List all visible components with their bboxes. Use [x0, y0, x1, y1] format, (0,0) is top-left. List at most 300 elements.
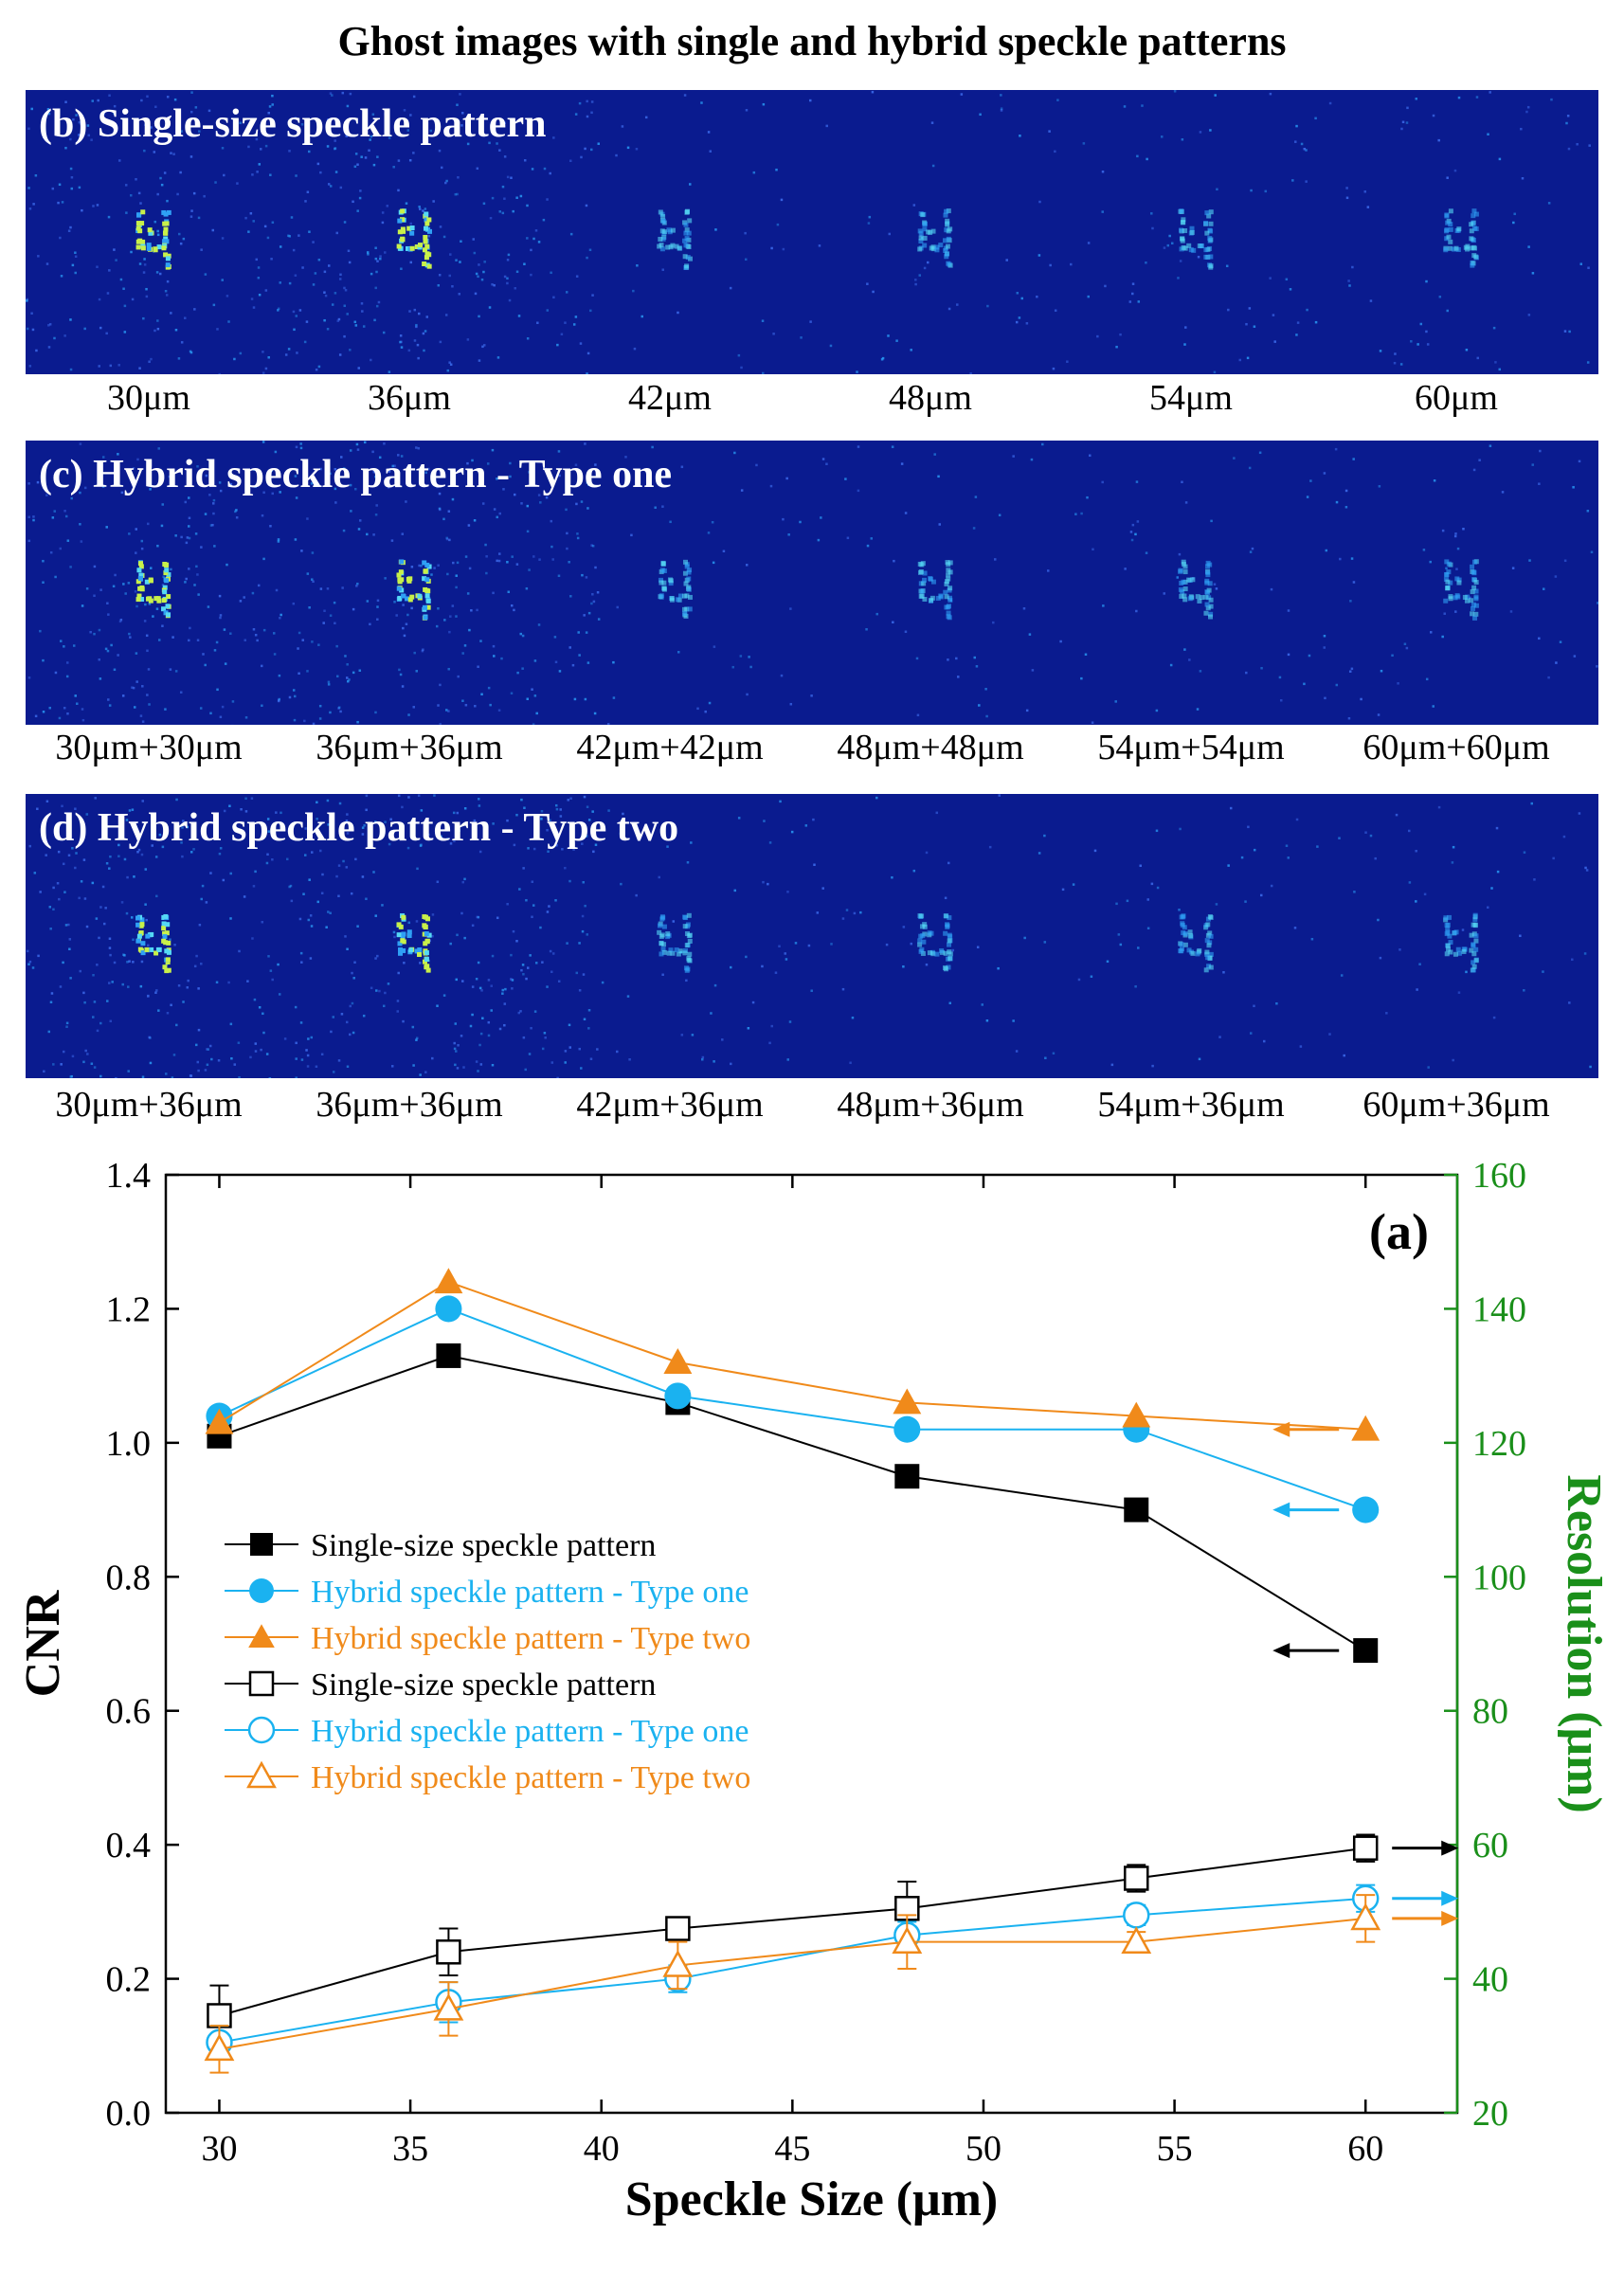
- speckle-dot: [448, 275, 451, 278]
- speckle-dot: [205, 513, 208, 515]
- speckle-dot: [497, 356, 500, 359]
- speckle-dot: [564, 867, 567, 870]
- data-point: [893, 1416, 920, 1443]
- speckle-dot: [321, 874, 324, 876]
- speckle-dot: [220, 716, 223, 719]
- speckle-dot: [409, 159, 412, 162]
- speckle-dot: [120, 619, 123, 622]
- speckle-dot: [428, 235, 431, 238]
- speckle-dot: [62, 201, 64, 204]
- speckle-dot: [81, 209, 83, 212]
- speckle-dot: [551, 1061, 554, 1064]
- speckle-dot: [32, 203, 35, 206]
- speckle-dot: [1200, 670, 1202, 673]
- speckle-dot: [39, 630, 42, 633]
- speckle-dot: [1269, 277, 1272, 279]
- speckle-dot: [295, 174, 298, 177]
- speckle-dot: [1400, 128, 1403, 131]
- ghost-pixel: [677, 245, 682, 250]
- ghost-pixel: [167, 968, 171, 973]
- speckle-dot: [334, 147, 337, 150]
- speckle-dot: [1275, 1002, 1278, 1005]
- speckle-dot: [586, 100, 588, 103]
- speckle-dot: [1290, 288, 1292, 291]
- speckle-dot: [226, 295, 229, 297]
- speckle-dot: [1380, 670, 1383, 673]
- speckle-dot: [1131, 539, 1134, 542]
- speckle-dot: [762, 881, 765, 884]
- ghost-image-letter: [1443, 913, 1479, 973]
- speckle-dot: [157, 1009, 160, 1012]
- speckle-dot: [513, 609, 515, 612]
- speckle-dot: [415, 446, 418, 449]
- speckle-dot: [374, 957, 377, 960]
- speckle-dot: [124, 305, 127, 308]
- speckle-dot: [128, 582, 131, 585]
- speckle-dot: [1394, 352, 1397, 355]
- speckle-dot: [1542, 970, 1544, 973]
- ghost-pixel: [1446, 569, 1451, 574]
- speckle-dot: [374, 914, 377, 917]
- speckle-dot: [446, 538, 449, 541]
- speckle-dot: [1038, 852, 1041, 855]
- speckle-dot: [914, 283, 917, 286]
- speckle-dot: [267, 356, 270, 359]
- speckle-dot: [1385, 1012, 1388, 1015]
- ghost-pixel: [1181, 930, 1185, 935]
- speckle-dot: [1364, 831, 1367, 834]
- speckle-dot: [279, 617, 281, 620]
- speckle-dot: [146, 96, 149, 98]
- speckle-dot: [527, 531, 530, 533]
- speckle-dot: [547, 910, 550, 913]
- speckle-dot: [460, 1035, 463, 1037]
- speckle-dot: [270, 969, 273, 972]
- ghost-pixel: [1474, 580, 1479, 585]
- speckle-dot: [238, 950, 241, 953]
- speckle-dot: [82, 719, 85, 722]
- speckle-dot: [1324, 635, 1326, 638]
- speckle-dot: [327, 587, 330, 590]
- speckle-dot: [325, 926, 328, 928]
- speckle-dot: [264, 225, 267, 228]
- speckle-dot: [322, 622, 325, 624]
- speckle-dot: [550, 971, 553, 974]
- speckle-dot: [1280, 699, 1283, 702]
- speckle-dot: [1316, 845, 1319, 848]
- ghost-pixel: [931, 229, 936, 234]
- x-tick-label: 45: [774, 2129, 811, 2169]
- speckle-dot: [1353, 581, 1356, 584]
- speckle-dot: [129, 636, 132, 639]
- speckle-dot: [308, 878, 311, 881]
- speckle-dot: [825, 462, 828, 465]
- speckle-dot: [113, 248, 116, 251]
- size-label: 54μm: [1149, 378, 1233, 418]
- ghost-pixel: [426, 968, 431, 973]
- speckle-dot: [156, 545, 159, 548]
- speckle-dot: [477, 276, 479, 279]
- speckle-dot: [1214, 583, 1217, 586]
- legend-marker: [249, 1718, 274, 1742]
- speckle-dot: [769, 841, 772, 844]
- speckle-dot: [180, 243, 183, 244]
- ghost-pixel: [400, 237, 405, 242]
- speckle-dot: [952, 949, 955, 952]
- speckle-dot: [202, 885, 205, 888]
- speckle-dot: [333, 1016, 335, 1018]
- ghost-pixel: [1443, 599, 1448, 604]
- speckle-dot: [267, 237, 270, 240]
- speckle-dot: [1565, 122, 1568, 125]
- speckle-dot: [402, 685, 405, 688]
- speckle-dot: [738, 354, 741, 357]
- speckle-dot: [544, 168, 547, 171]
- speckle-dot: [319, 717, 322, 720]
- speckle-dot: [255, 1050, 258, 1053]
- speckle-dot: [1531, 463, 1534, 466]
- speckle-dot: [1489, 91, 1491, 94]
- speckle-dot: [376, 305, 379, 308]
- ghost-pixel: [1197, 599, 1201, 604]
- speckle-dot: [449, 615, 452, 618]
- speckle-dot: [406, 614, 409, 617]
- speckle-dot: [1129, 300, 1132, 303]
- ghost-pixel: [945, 252, 949, 257]
- speckle-dot: [61, 275, 63, 278]
- speckle-dot: [48, 1031, 51, 1034]
- speckle-dot: [808, 945, 811, 947]
- speckle-dot: [1249, 467, 1252, 470]
- speckle-dot: [532, 555, 535, 558]
- speckle-dot: [422, 648, 424, 651]
- speckle-dot: [791, 831, 794, 834]
- speckle-dot: [115, 259, 117, 261]
- speckle-dot: [296, 351, 298, 354]
- speckle-dot: [295, 1006, 298, 1009]
- speckle-dot: [107, 650, 110, 653]
- speckle-dot: [73, 644, 76, 647]
- speckle-dot: [204, 664, 207, 667]
- speckle-dot: [1038, 201, 1041, 204]
- speckle-dot: [817, 911, 820, 914]
- speckle-dot: [1579, 812, 1581, 815]
- speckle-dot: [1078, 979, 1081, 982]
- ghost-pixel: [1453, 246, 1458, 251]
- speckle-dot: [125, 211, 128, 214]
- speckle-dot: [1029, 633, 1032, 636]
- speckle-dot: [366, 533, 369, 536]
- ghost-pixel: [661, 219, 666, 224]
- speckle-dot: [344, 655, 347, 658]
- speckle-dot: [344, 935, 347, 938]
- speckle-dot: [975, 496, 978, 498]
- speckle-dot: [709, 702, 712, 705]
- speckle-dot: [373, 319, 376, 322]
- speckle-dot: [302, 892, 305, 895]
- ghost-pixel: [685, 236, 690, 241]
- speckle-dot: [52, 188, 55, 190]
- speckle-dot: [52, 1063, 55, 1066]
- speckle-dot: [552, 136, 555, 139]
- speckle-dot: [1532, 272, 1535, 275]
- speckle-dot: [783, 248, 785, 251]
- speckle-dot: [677, 312, 679, 315]
- speckle-dot: [238, 1076, 241, 1078]
- speckle-dot: [501, 989, 504, 992]
- ghost-pixel: [424, 211, 428, 216]
- speckle-dot: [480, 1033, 483, 1036]
- speckle-dot: [532, 880, 534, 883]
- speckle-dot: [321, 892, 324, 895]
- speckle-dot: [213, 545, 216, 548]
- speckle-dot: [478, 798, 480, 801]
- speckle-dot: [188, 525, 190, 528]
- speckle-dot: [408, 350, 411, 352]
- size-label: 30μm+36μm: [55, 1085, 243, 1125]
- speckle-dot: [550, 272, 552, 275]
- ghost-pixel: [688, 606, 693, 611]
- speckle-dot: [661, 974, 664, 977]
- speckle-dot: [455, 193, 458, 196]
- speckle-dot: [1199, 1058, 1201, 1061]
- speckle-dot: [189, 537, 191, 540]
- ghost-pixel: [1182, 245, 1186, 250]
- ghost-pixel: [1181, 217, 1185, 222]
- speckle-dot: [432, 200, 435, 203]
- speckle-dot: [280, 614, 282, 617]
- speckle-dot: [130, 251, 133, 254]
- ghost-pixel: [919, 949, 924, 954]
- speckle-dot: [203, 195, 206, 198]
- speckle-dot: [198, 1029, 201, 1032]
- speckle-dot: [365, 898, 368, 901]
- speckle-dot: [406, 622, 408, 625]
- ghost-pixel: [662, 587, 667, 592]
- speckle-dot: [448, 361, 451, 364]
- speckle-dot: [307, 1065, 310, 1068]
- speckle-dot: [1135, 610, 1138, 613]
- speckle-dot: [1533, 878, 1536, 881]
- speckle-dot: [55, 672, 58, 675]
- speckle-dot: [28, 676, 31, 679]
- speckle-dot: [576, 532, 579, 535]
- speckle-dot: [1587, 361, 1590, 364]
- speckle-dot: [142, 317, 145, 320]
- speckle-dot: [156, 319, 159, 322]
- speckle-dot: [1591, 550, 1594, 553]
- ghost-pixel: [1180, 942, 1184, 946]
- speckle-dot: [207, 1064, 209, 1067]
- speckle-dot: [587, 352, 590, 355]
- speckle-dot: [110, 365, 113, 368]
- speckle-dot: [978, 704, 981, 707]
- speckle-dot: [1185, 501, 1188, 504]
- speckle-dot: [510, 978, 513, 981]
- speckle-dot: [530, 1027, 532, 1030]
- speckle-dot: [871, 537, 874, 540]
- speckle-dot: [1141, 104, 1144, 107]
- speckle-dot: [81, 604, 84, 607]
- speckle-dot: [752, 1001, 755, 1004]
- ghost-pixel: [398, 951, 403, 956]
- ghost-pixel: [167, 210, 171, 215]
- speckle-dot: [1016, 1050, 1019, 1053]
- speckle-dot: [558, 981, 561, 983]
- speckle-dot: [48, 346, 51, 349]
- speckle-dot: [785, 478, 788, 480]
- speckle-dot: [957, 676, 960, 678]
- speckle-dot: [42, 659, 45, 662]
- speckle-dot: [53, 337, 56, 340]
- speckle-dot: [488, 1035, 491, 1037]
- speckle-dot: [312, 241, 315, 243]
- speckle-dot: [114, 574, 117, 577]
- ghost-pixel: [140, 941, 145, 946]
- speckle-dot: [342, 860, 345, 863]
- speckle-dot: [575, 113, 578, 116]
- speckle-dot: [140, 985, 143, 988]
- speckle-dot: [1062, 889, 1065, 892]
- speckle-dot: [635, 894, 638, 897]
- speckle-dot: [335, 171, 338, 173]
- speckle-dot: [1324, 472, 1326, 475]
- speckle-dot: [341, 1013, 344, 1016]
- speckle-dot: [143, 150, 146, 153]
- speckle-dot: [222, 706, 225, 709]
- speckle-dot: [477, 1070, 479, 1072]
- speckle-dot: [68, 229, 71, 232]
- speckle-dot: [1074, 513, 1077, 515]
- speckle-dot: [298, 673, 300, 676]
- speckle-dot: [176, 193, 179, 196]
- ghost-pixel: [1473, 947, 1478, 952]
- speckle-dot: [504, 988, 507, 991]
- speckle-dot: [29, 845, 31, 848]
- speckle-dot: [74, 251, 77, 254]
- speckle-dot: [588, 1009, 591, 1012]
- speckle-dot: [206, 901, 208, 904]
- speckle-dot: [789, 1020, 792, 1023]
- speckle-dot: [556, 344, 559, 347]
- speckle-dot: [519, 633, 522, 636]
- speckle-dot: [91, 1063, 94, 1066]
- speckle-dot: [297, 647, 299, 650]
- speckle-dot: [577, 631, 580, 634]
- speckle-dot: [452, 604, 455, 607]
- speckle-dot: [681, 1034, 684, 1036]
- speckle-dot: [122, 953, 125, 956]
- speckle-dot: [746, 694, 749, 696]
- ghost-pixel: [947, 938, 952, 943]
- speckle-dot: [370, 359, 372, 362]
- speckle-dot: [1136, 155, 1139, 158]
- speckle-dot: [768, 1042, 771, 1045]
- speckle-dot: [407, 713, 410, 716]
- ghost-pixel: [675, 947, 679, 952]
- speckle-dot: [74, 272, 77, 275]
- speckle-dot: [588, 612, 591, 615]
- speckle-dot: [1031, 459, 1034, 461]
- speckle-dot: [327, 800, 330, 802]
- speckle-dot: [141, 548, 144, 550]
- speckle-dot: [1200, 131, 1202, 134]
- speckle-dot: [507, 176, 510, 179]
- speckle-dot: [661, 268, 664, 271]
- speckle-dot: [307, 190, 310, 193]
- speckle-dot: [1580, 262, 1583, 265]
- speckle-dot: [681, 466, 684, 469]
- speckle-dot: [498, 552, 501, 555]
- speckle-dot: [627, 147, 630, 150]
- speckle-dot: [170, 152, 172, 154]
- speckle-dot: [165, 290, 168, 293]
- speckle-dot: [348, 250, 351, 253]
- speckle-dot: [1493, 327, 1496, 330]
- x-tick-label: 60: [1347, 2129, 1384, 2169]
- speckle-dot: [175, 1024, 178, 1027]
- speckle-dot: [400, 674, 403, 676]
- speckle-dot: [763, 820, 766, 822]
- speckle-dot: [887, 334, 890, 337]
- speckle-dot: [933, 453, 936, 456]
- speckle-dot: [74, 694, 77, 697]
- legend-marker: [250, 1672, 273, 1695]
- speckle-dot: [404, 635, 406, 638]
- speckle-dot: [1502, 491, 1505, 494]
- speckle-dot: [569, 1046, 572, 1049]
- speckle-dot: [469, 568, 472, 570]
- speckle-dot: [522, 964, 525, 966]
- speckle-dot: [295, 274, 298, 277]
- speckle-dot: [449, 253, 452, 256]
- speckle-dot: [1512, 222, 1515, 225]
- speckle-dot: [89, 631, 92, 634]
- speckle-dot: [534, 659, 537, 662]
- speckle-dot: [587, 661, 590, 664]
- ghost-pixel: [1204, 950, 1209, 955]
- speckle-dot: [579, 102, 582, 105]
- speckle-dot: [269, 525, 272, 528]
- speckle-dot: [417, 344, 420, 347]
- speckle-dot: [311, 851, 314, 854]
- speckle-dot: [460, 241, 462, 243]
- speckle-dot: [1085, 654, 1088, 657]
- speckle-dot: [52, 909, 55, 911]
- speckle-dot: [1306, 309, 1308, 312]
- speckle-dot: [1345, 490, 1348, 493]
- speckle-dot: [1309, 479, 1312, 482]
- speckle-dot: [1170, 664, 1173, 667]
- ghost-pixel: [1453, 952, 1458, 957]
- speckle-dot: [1596, 665, 1598, 668]
- speckle-dot: [1432, 705, 1435, 708]
- y2-tick-label: 140: [1472, 1289, 1526, 1330]
- speckle-dot: [411, 566, 414, 568]
- ghost-pixel: [1183, 569, 1188, 574]
- speckle-dot: [461, 652, 464, 655]
- speckle-dot: [273, 632, 276, 635]
- speckle-dot: [591, 100, 594, 103]
- speckle-dot: [190, 351, 193, 354]
- speckle-dot: [27, 128, 30, 131]
- speckle-dot: [1522, 177, 1525, 180]
- speckle-dot: [483, 261, 485, 263]
- speckle-dot: [592, 545, 595, 548]
- speckle-dot: [1012, 1019, 1015, 1022]
- speckle-dot: [556, 1077, 559, 1078]
- speckle-dot: [594, 712, 597, 715]
